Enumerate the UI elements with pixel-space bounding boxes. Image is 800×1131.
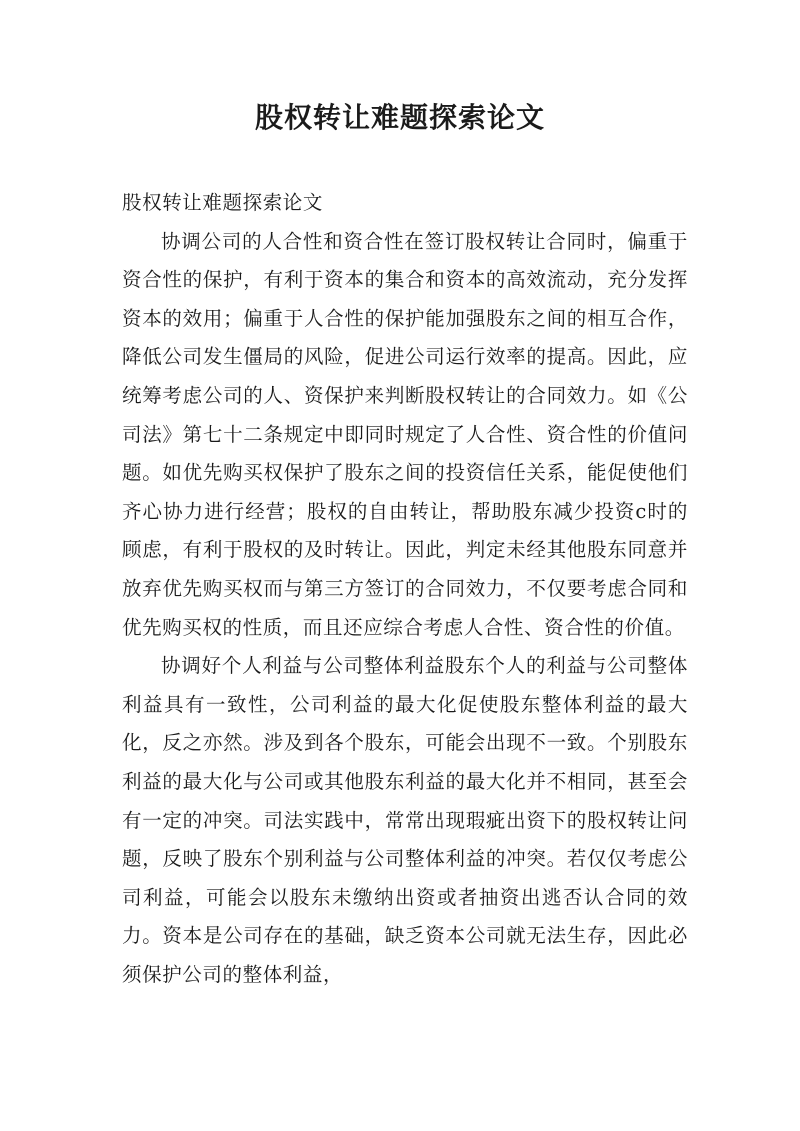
paragraph: 协调好个人利益与公司整体利益股东个人的利益与公司整体利益具有一致性，公司利益的最大化促使股东整体利益的最大化，反之亦然。涉及到各个股东，可能会出现不一致。个别股东利益的最大化与公司或其他股东利益的最大化并不相同，甚至会有一定的冲突。司法实践中，常常出现瑕疵出资下的股权转让问题，反映了股东个别利益与公司整体利益的冲突。若仅仅考虑公司利益，可能会以股东未缴纳出资或者抽资出逃否认合同的效力。资本是公司存在的基础，缺乏资本公司就无法生存，因此必须保护公司的整体利益， <box>122 654 688 986</box>
document-title: 股权转让难题探索论文 <box>254 101 545 134</box>
document-body <box>122 184 688 994</box>
paragraph: 协调公司的人合性和资合性在签订股权转让合同时，偏重于资合性的保护，有利于资本的集合和资本的高效流动，充分发挥资本的效用；偏重于人合性的保护能加强股东之间的相互合作，降低公司发生僵局的风险，促进公司运行效率的提高。因此，应统筹考虑公司的人、资保护来判断股权转让的合同效力。如《公司法》第七十二条规定中即同时规定了人合性、资合性的价值问题。如优先购买权保护了股东之间的投资信任关系，能促使他们齐心协力进行经营；股权的自由转让，帮助股东减少投资c时的顾虑，有利于股权的及时转让。因此，判定未经其他股东同意并放弃优先购买权而与第三方签订的合同效力，不仅要考虑合同和优先购买权的性质，而且还应综合考虑人合性、资合性的价值。 <box>122 229 688 639</box>
document-subtitle: 股权转让难题探索论文 <box>122 191 324 214</box>
